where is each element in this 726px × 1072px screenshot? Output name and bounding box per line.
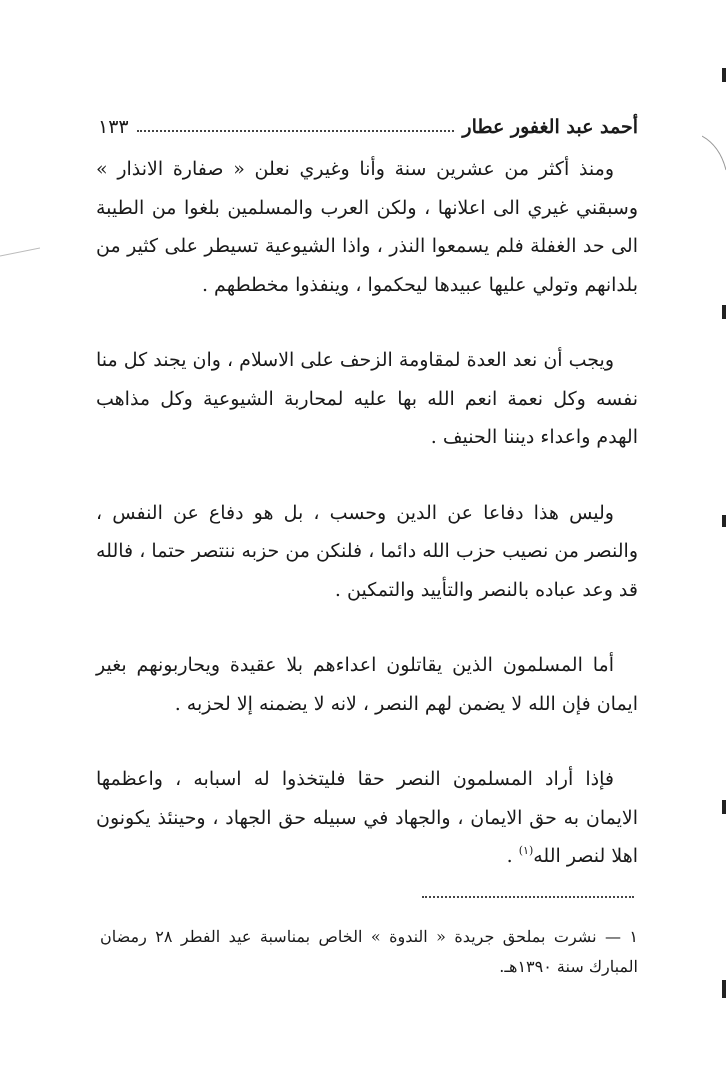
paragraph-5-text: فإذا أراد المسلمون النصر حقا فليتخذوا له اسبابه ، واعظمها الايمان به حق الايمان ، والجهاد في سبيله حق الجهاد ، وحينئذ يكونون اهلا لنصر الله: [96, 768, 638, 867]
page-number: ١٣٣: [98, 116, 129, 138]
header-dotted-leader: [137, 129, 455, 132]
paragraph-5: [96, 760, 638, 876]
paragraph-3: وليس هذا دفاعا عن الدين وحسب ، بل هو دفاع عن النفس ، والنصر من نصيب حزب الله دائما ، فلنكن من حزبه ننتصر حتما ، فالله قد وعد عباده بالنصر والتأييد والتمكين .: [96, 501, 638, 601]
paragraph-4: أما المسلمون الذين يقاتلون اعداءهم بلا عقيدة ويحاربونهم بغير ايمان فإن الله لا يضمن لهم النصر ، لانه لا يضمنه إلا لحزبه .: [96, 654, 638, 715]
scan-margin-mark: [722, 800, 726, 814]
scan-margin-mark: [722, 305, 726, 319]
scan-margin-mark: [722, 515, 726, 527]
footnote: ١ — نشرت بملحق جريدة « الندوة » الخاص بمناسبة عيد الفطر ٢٨ رمضان المبارك سنة ١٣٩٠هـ.: [100, 927, 639, 976]
paragraph-2: ويجب أن نعد العدة لمقاومة الزحف على الاسلام ، وان يجند كل منا نفسه وكل نعمة انعم الله بها عليه لمحاربة الشيوعية وكل مذاهب الهدم واعداء ديننا الحنيف .: [96, 349, 638, 448]
paragraph-5-ending: .: [506, 845, 519, 867]
running-header: [98, 108, 638, 138]
scan-margin-mark: [722, 980, 726, 998]
scan-fold-curve: [702, 130, 726, 190]
footnote-reference: (١): [518, 844, 534, 857]
body-text: [96, 150, 638, 876]
header-author: أحمد عبد الغفور عطار: [462, 116, 638, 138]
footnote-separator: [422, 896, 634, 898]
scan-edge-line: [0, 244, 40, 264]
paragraph-1: ومنذ أكثر من عشرين سنة وأنا وغيري نعلن « صفارة الانذار » وسبقني غيري الى اعلانها ، ولكن العرب والمسلمين بلغوا من الطيبة الى حد الغفلة فلم يسمعوا النذر ، واذا الشيوعية تسيطر على كثير من بلدانهم وتولي عليها عبيدها ليحكموا ، وينفذوا مخططهم .: [96, 158, 638, 296]
scan-margin-mark: [722, 68, 726, 82]
